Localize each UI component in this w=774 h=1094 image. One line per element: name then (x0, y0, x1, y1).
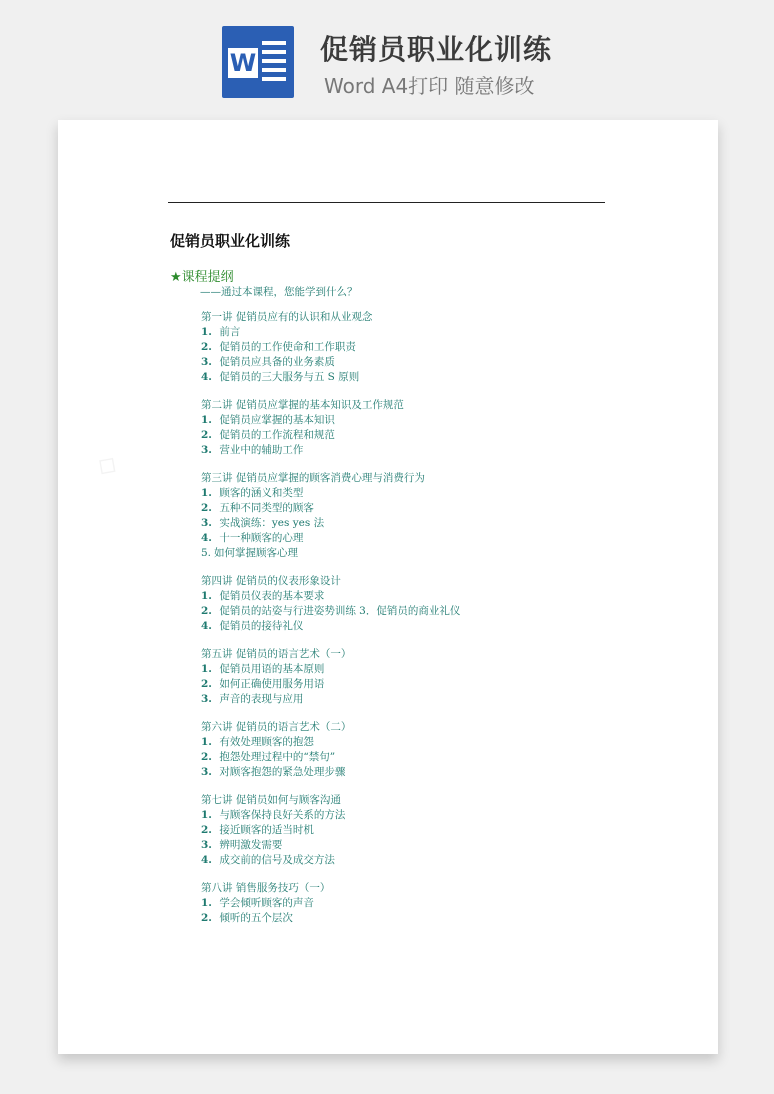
document-page (58, 120, 718, 1054)
lecture-title: 第二讲 促销员应掌握的基本知识及工作规范 (201, 399, 404, 411)
lecture-section (201, 471, 621, 561)
list-item: 1. 与顾客保持良好关系的方法 (201, 809, 346, 821)
lecture-section (201, 793, 621, 868)
list-item: 4. 促销员的三大服务与五 S 原则 (201, 371, 360, 383)
list-item: 4. 促销员的接待礼仪 (201, 620, 304, 632)
list-item: 3. 对顾客抱怨的紧急处理步骤 (201, 766, 346, 778)
list-item: 2. 接近顾客的适当时机 (201, 824, 314, 836)
preview-header (0, 0, 774, 118)
list-item: 2. 五种不同类型的顾客 (201, 502, 314, 514)
lecture-list (201, 310, 621, 939)
word-logo-letter: W (229, 49, 257, 77)
list-item: 3. 营业中的辅助工作 (201, 444, 304, 456)
list-item: 3. 辨明激发需要 (201, 839, 283, 851)
list-item: 4. 成交前的信号及成交方法 (201, 854, 335, 866)
header-rule (168, 202, 605, 203)
list-item: 1. 促销员仪表的基本要求 (201, 590, 325, 602)
list-item: 1. 促销员应掌握的基本知识 (201, 414, 335, 426)
lecture-section (201, 881, 621, 926)
list-item: 1. 学会倾听顾客的声音 (201, 897, 314, 909)
lecture-section (201, 574, 621, 634)
list-item: 2. 抱怨处理过程中的“禁句” (201, 751, 336, 763)
lecture-title: 第五讲 促销员的语言艺术（一） (201, 648, 352, 660)
outline-subtitle: ——通过本课程，您能学到什么？ (200, 286, 358, 298)
watermark-icon: ◇ (91, 446, 125, 484)
list-item: 1. 促销员用语的基本原则 (201, 663, 325, 675)
list-item: 1. 有效处理顾客的抱怨 (201, 736, 314, 748)
header-title: 促销员职业化训练 (320, 33, 553, 66)
list-item: 2. 如何正确使用服务用语 (201, 678, 325, 690)
lecture-title: 第七讲 促销员如何与顾客沟通 (201, 794, 341, 806)
lecture-title: 第一讲 促销员应有的认识和从业观念 (201, 311, 373, 323)
list-item: 1. 顾客的涵义和类型 (201, 487, 304, 499)
document-title: 促销员职业化训练 (170, 232, 291, 250)
header-subtitle: Word A4打印 随意修改 (324, 74, 535, 98)
list-item: 5. 如何掌握顾客心理 (201, 547, 299, 559)
list-item: 2. 倾听的五个层次 (201, 912, 293, 924)
list-item: 1. 前言 (201, 326, 241, 338)
list-item: 3. 促销员应具备的业务素质 (201, 356, 335, 368)
list-item: 3. 声音的表现与应用 (201, 693, 304, 705)
outline-heading: ★课程提纲 (170, 270, 234, 285)
lecture-title: 第三讲 促销员应掌握的顾客消费心理与消费行为 (201, 472, 425, 484)
lecture-section (201, 310, 621, 385)
lecture-title: 第六讲 促销员的语言艺术（二） (201, 721, 352, 733)
word-logo-icon (222, 26, 294, 98)
lecture-section (201, 398, 621, 458)
lecture-section (201, 720, 621, 780)
list-item: 2. 促销员的工作流程和规范 (201, 429, 335, 441)
lecture-title: 第八讲 销售服务技巧（一） (201, 882, 331, 894)
lecture-section (201, 647, 621, 707)
list-item: 4. 十一种顾客的心理 (201, 532, 304, 544)
list-item: 2. 促销员的工作使命和工作职责 (201, 341, 356, 353)
lecture-title: 第四讲 促销员的仪表形象设计 (201, 575, 341, 587)
list-item: 2. 促销员的站姿与行进姿势训练 3．促销员的商业礼仪 (201, 605, 461, 617)
list-item: 3. 实战演练：yes yes 法 (201, 517, 325, 529)
